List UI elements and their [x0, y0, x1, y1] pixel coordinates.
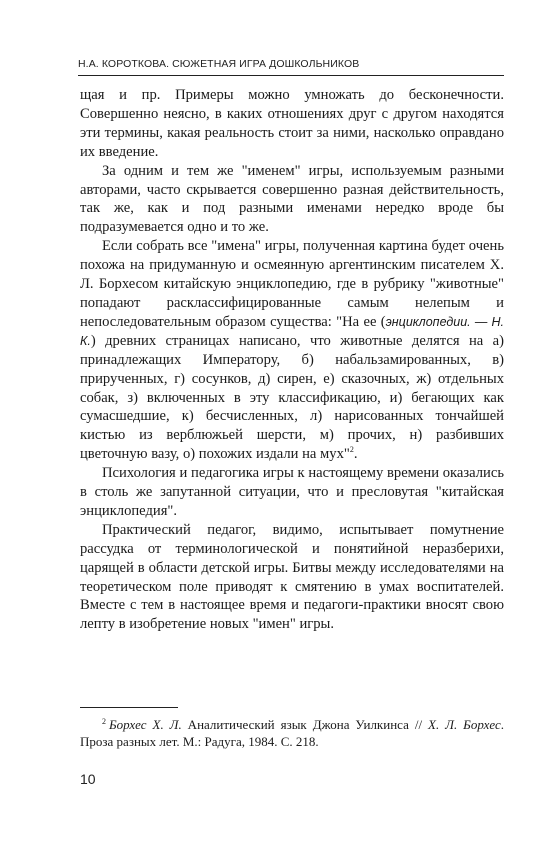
footnote-author: Борхес Х. Л. [109, 717, 182, 732]
paragraph-4: Психология и педагогика игры к настоящему времени оказались в столь же запутанной ситуации, что и пресловутая "китайская энциклопедия". [80, 465, 504, 519]
editor-aside: энциклопедии. — Н. К. [80, 314, 504, 348]
footnote-text-1: Аналитический язык Джона Уилкинса // [181, 717, 429, 732]
footnote-rule [80, 707, 178, 708]
footnote [80, 716, 504, 750]
paragraph-3 [80, 237, 504, 464]
body-text [80, 86, 504, 634]
running-head: Н.А. КОРОТКОВА. СЮЖЕТНАЯ ИГРА ДОШКОЛЬНИКОВ [78, 58, 504, 76]
footnote-author-2: Х. Л. Борхес [428, 717, 501, 732]
paragraph-2: За одним и тем же "именем" игры, используемым разными авторами, часто скрывается совершенно разная действительность, так же, как и под разными именами нередко вроде бы подразумевается одно и то же. [80, 162, 504, 236]
footnote-text-2: . Проза разных лет. М.: Радуга, 1984. С. 218. [80, 717, 504, 749]
paragraph-3-text-end: ) древних страницах написано, что животные делятся на а) принадлежащих Императору, б) набальзамированных, в) прирученных, г) сосунков, д) сирен, е) сказочных, ж) отдельных собак, з) включенных в эту классификацию, и) бегающих как сумасшедшие, к) бесчисленных, л) нарисованных тончайшей кистью из верблюжьей шерсти, м) прочих, н) разбивших цветочную вазу, о) похожих издали на мух" [80, 332, 504, 463]
page-number: 10 [80, 771, 96, 787]
paragraph-1: щая и пр. Примеры можно умножать до бесконечности. Совершенно неясно, в каких отношениях друг с другом находятся эти термины, какая реальность стоит за ними, насколько оправдано их введение. [80, 87, 504, 160]
paragraph-3-text-start: Если собрать все "имена" игры, полученная картина будет очень похожа на придуманную и осмеянную аргентинским писателем Х. Л. Борхесом китайскую энциклопедию, где в рубрику "животные" попадают расклассифицированные самым нелепым и непоследовательным образом существа: "На ее ( [80, 238, 504, 330]
paragraph-3-period: . [353, 446, 358, 463]
footnote-number: 2 [102, 716, 106, 726]
paragraph-5: Практический педагог, видимо, испытывает помутнение рассудка от терминологической и понятийной неразберихи, царящей в области детской игры. Битвы между исследователями на теоретическом поле приводят к смятению в умах воспитателей. Вместе с тем в настоящее время и педагоги-практики вносят свою лепту в изобретение новых "имен" игры. [80, 521, 504, 633]
footnote-reference: 2 [349, 445, 354, 455]
